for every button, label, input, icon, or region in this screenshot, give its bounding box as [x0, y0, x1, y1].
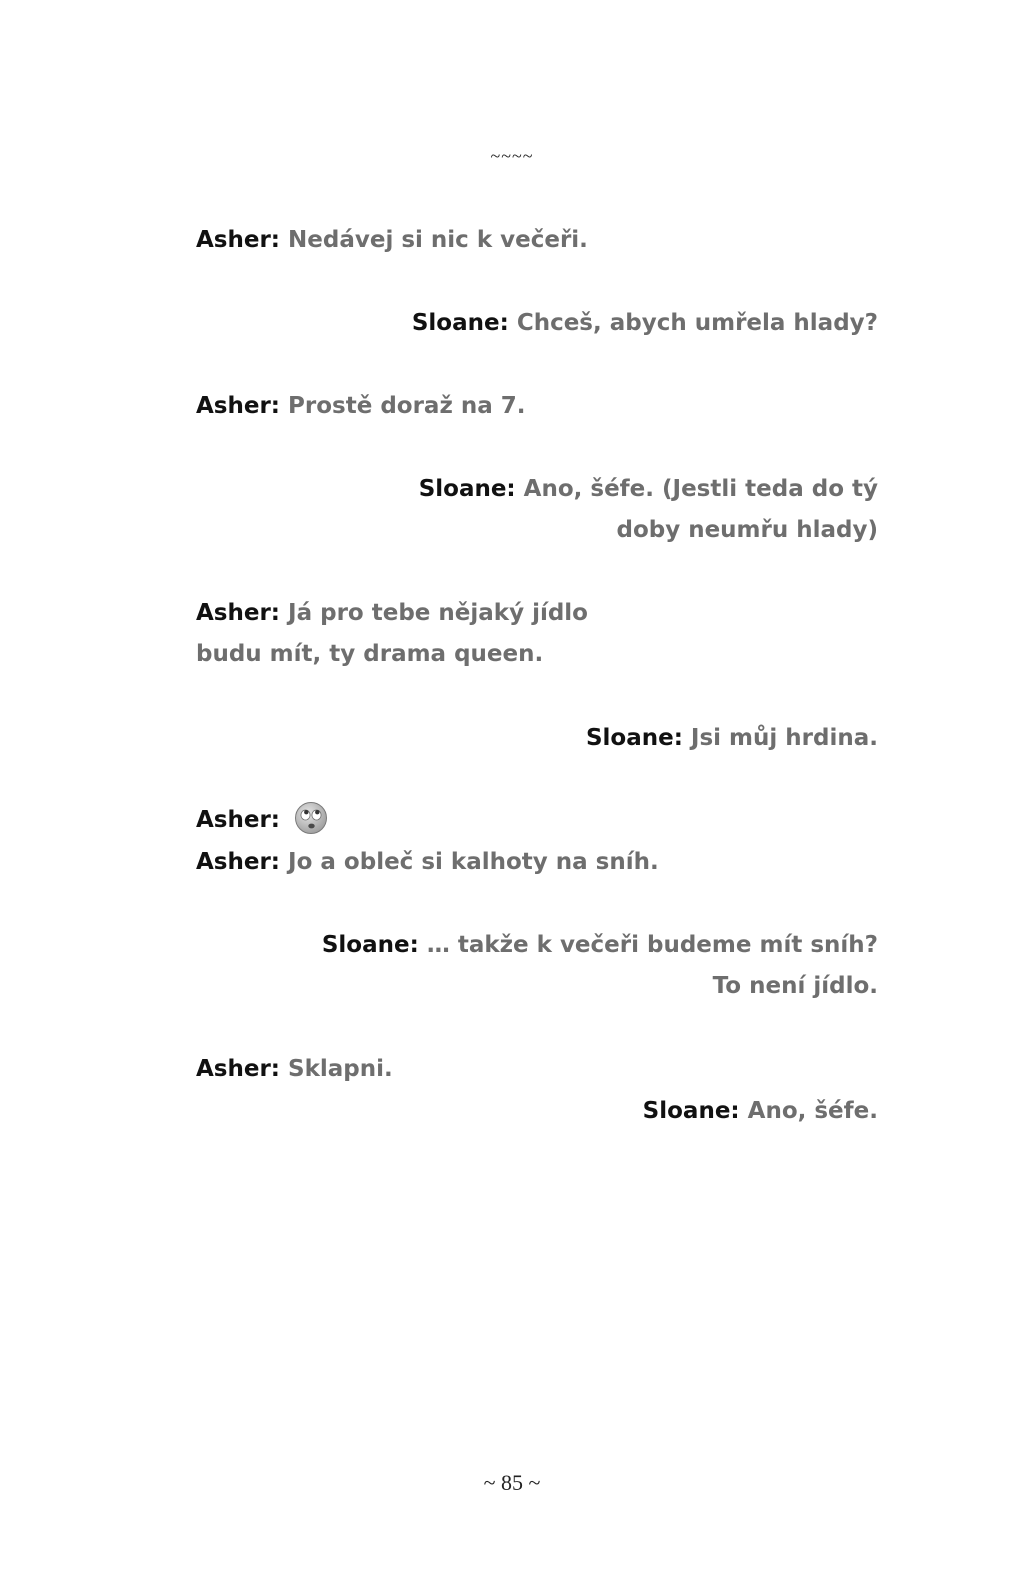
message-text: Jo a obleč si kalhoty na sníh. [288, 849, 659, 875]
speaker-name: Asher: [196, 807, 281, 833]
speaker-name: Asher: [196, 600, 281, 626]
message-text: Nedávej si nic k večeři. [288, 227, 588, 253]
eye-roll-emoji-icon [294, 801, 328, 835]
speaker-name: Sloane: [642, 1098, 740, 1124]
page-number: ~ 85 ~ [483, 1470, 541, 1495]
message-asher [196, 842, 878, 883]
message-line: doby neumřu hlady) [616, 517, 878, 543]
message-asher [196, 220, 878, 261]
message-line: To není jídlo. [712, 973, 878, 999]
speaker-name: Asher: [196, 1056, 281, 1082]
message-line [196, 925, 878, 966]
message-sloane [196, 718, 878, 759]
message-line [196, 593, 878, 634]
speaker-name: Asher: [196, 227, 281, 253]
message-text: Sklapni. [288, 1056, 393, 1082]
message-text: Prostě dorаž na 7. [288, 393, 526, 419]
message-text: Ano, šéfe. (Jestli teda do tý [523, 476, 878, 502]
speaker-name: Asher: [196, 393, 281, 419]
message-text: Ano, šéfe. [747, 1098, 878, 1124]
message-asher [196, 386, 878, 427]
speaker-name: Sloane: [585, 725, 683, 751]
message-sloane [196, 925, 878, 1007]
message-text: … takže k večeři budeme mít sníh? [426, 932, 878, 958]
message-sloane [196, 303, 878, 344]
speaker-name: Sloane: [321, 932, 419, 958]
message-asher [196, 800, 878, 841]
speaker-name: Sloane: [418, 476, 516, 502]
speaker-name: Sloane: [411, 310, 509, 336]
message-text: Jsi můj hrdina. [690, 725, 878, 751]
message-line [196, 469, 878, 510]
message-asher [196, 593, 878, 675]
message-sloane [196, 469, 878, 551]
section-separator: ~~~~ [490, 146, 534, 166]
message-asher [196, 1049, 878, 1090]
message-text: Chceš, abych umřela hlady? [516, 310, 878, 336]
speaker-name: Asher: [196, 849, 281, 875]
message-line: budu mít, ty drama queen. [196, 641, 544, 667]
message-text: Já pro tebe nějaký jídlo [288, 600, 588, 626]
message-sloane [196, 1091, 878, 1132]
